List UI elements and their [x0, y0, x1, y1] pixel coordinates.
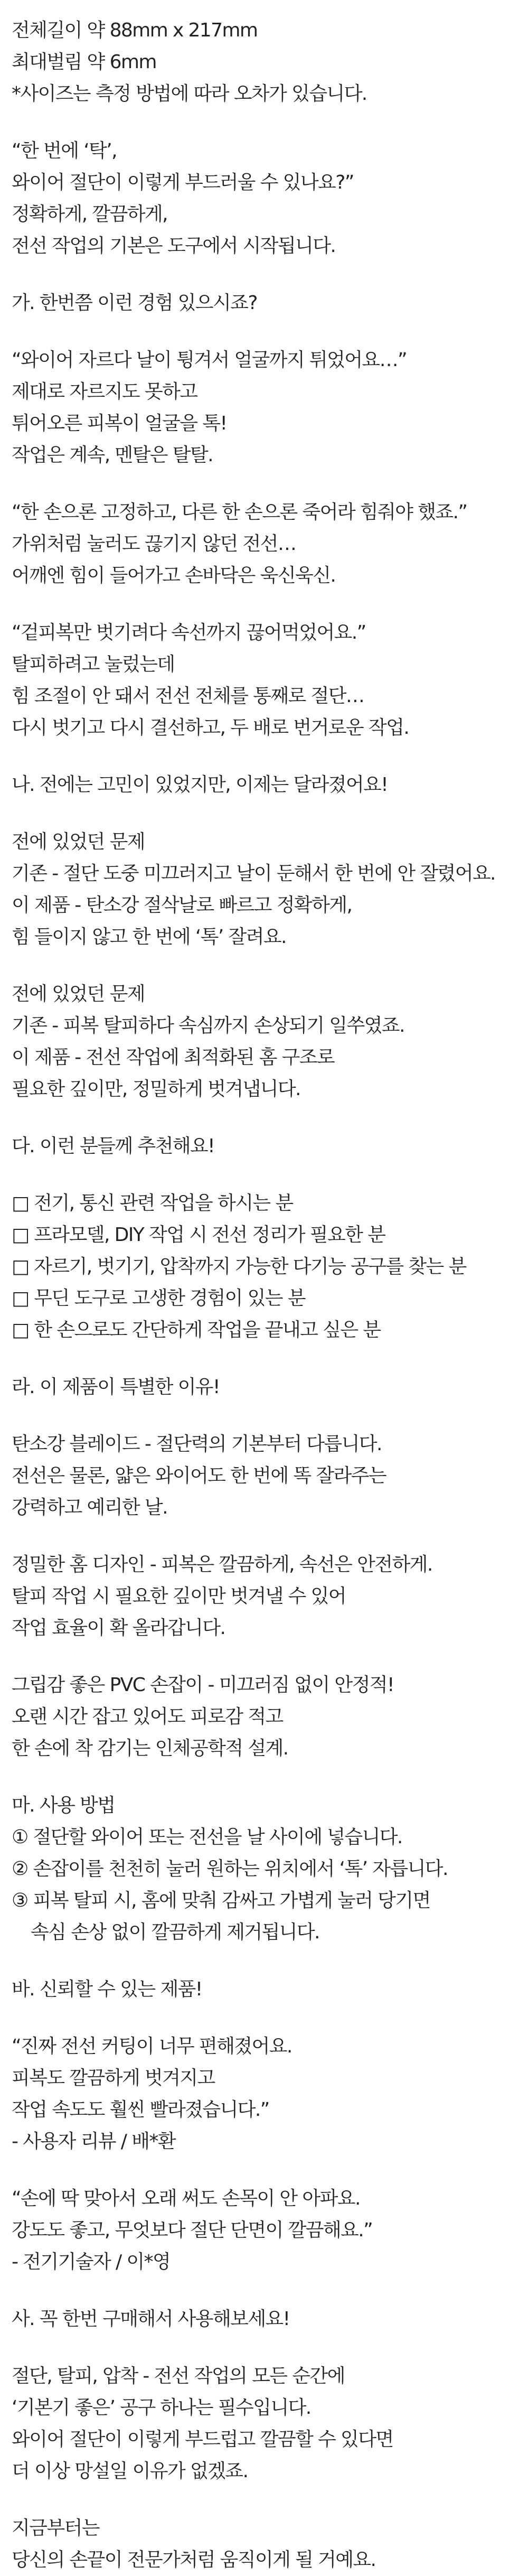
- text-line: 와이어 절단이 이렇게 부드럽고 깔끔할 수 있다면: [12, 2429, 393, 2450]
- paragraph: [12, 769, 518, 801]
- paragraph: [12, 1188, 518, 1346]
- text-line: 마. 사용 방법: [12, 1795, 115, 1816]
- text-line: “한 번에 ‘탁’,: [12, 140, 117, 162]
- text-line: 강력하고 예리한 날.: [12, 1497, 167, 1518]
- paragraph: [12, 2360, 518, 2487]
- text-line: 정확하게, 깔끔하게,: [12, 203, 167, 225]
- text-line: 작업은 계속, 멘탈은 탈탈.: [12, 444, 213, 466]
- text-line: - 사용자 리뷰 / 배*환: [12, 2131, 175, 2152]
- paragraph-spacer: [12, 2005, 518, 2031]
- text-line: 바. 신뢰할 수 있는 제품!: [12, 1978, 202, 2000]
- paragraph: [12, 15, 518, 110]
- text-line: 강도도 좋고, 무엇보다 절단 단면이 깔끔해요.”: [12, 2219, 373, 2241]
- paragraph-spacer: [12, 262, 518, 287]
- paragraph-spacer: [12, 2487, 518, 2513]
- paragraph-spacer: [12, 1346, 518, 1371]
- paragraph: [12, 344, 518, 471]
- text-line: 이 제품 - 탄소강 절삭날로 빠르고 정확하게,: [12, 894, 352, 916]
- text-line: 기존 - 피복 탈피하다 속심까지 손상되기 일쑤였죠.: [12, 1015, 404, 1037]
- paragraph: [12, 2303, 518, 2335]
- text-line: 기존 - 절단 도중 미끄러지고 날이 둔해서 한 번에 안 잘렸어요.: [12, 863, 495, 884]
- paragraph: [12, 2031, 518, 2158]
- text-line: 필요한 깊이만, 정밀하게 벗겨냅니다.: [12, 1078, 300, 1100]
- text-line: 당신의 손끝이 전문가처럼 움직이게 될 거예요.: [12, 2549, 376, 2571]
- paragraph-spacer: [12, 744, 518, 769]
- paragraph: [12, 826, 518, 953]
- paragraph: [12, 1371, 518, 1403]
- text-line: 탄소강 블레이드 - 절단력의 기본부터 다릅니다.: [12, 1433, 382, 1455]
- paragraph-spacer: [12, 1162, 518, 1188]
- text-line: 힘 조절이 안 돼서 전선 전체를 통째로 절단…: [12, 685, 364, 707]
- text-line: ② 손잡이를 천천히 눌러 원하는 위치에서 ‘톡’ 자릅니다.: [12, 1858, 448, 1880]
- text-line: 그립감 좋은 PVC 손잡이 - 미끄러짐 없이 안정적!: [12, 1674, 394, 1696]
- text-line: □ 한 손으로도 간단하게 작업을 끝내고 싶은 분: [12, 1319, 381, 1341]
- text-line: “한 손으론 고정하고, 다른 한 손으론 죽어라 힘줘야 했죠.”: [12, 501, 467, 523]
- text-line: - 전기기술자 / 이*영: [12, 2251, 171, 2273]
- text-line: 다. 이런 분들께 추천해요!: [12, 1135, 214, 1157]
- text-line: 가. 한번쯤 이런 경험 있으시죠?: [12, 292, 257, 314]
- text-line: 와이어 절단이 이렇게 부드러울 수 있나요?”: [12, 172, 354, 193]
- paragraph-spacer: [12, 2158, 518, 2183]
- text-line: ‘기본기 좋은’ 공구 하나는 필수입니다.: [12, 2397, 311, 2419]
- product-description: [12, 15, 518, 2576]
- text-line: □ 전기, 통신 관련 작업을 하시는 분: [12, 1192, 293, 1214]
- paragraph-spacer: [12, 592, 518, 617]
- text-line: 나. 전에는 고민이 있었지만, 이제는 달라졌어요!: [12, 774, 388, 796]
- paragraph: [12, 497, 518, 592]
- text-line: 작업 효율이 확 올라갑니다.: [12, 1617, 225, 1639]
- text-line: □ 무딘 도구로 고생한 경험이 있는 분: [12, 1287, 305, 1309]
- text-line: 제대로 자르지도 못하고: [12, 381, 197, 403]
- paragraph-spacer: [12, 1765, 518, 1790]
- paragraph: [12, 1669, 518, 1765]
- paragraph-spacer: [12, 2335, 518, 2360]
- text-line: 전에 있었던 문제: [12, 831, 145, 853]
- text-line: 더 이상 망설일 이유가 없겠죠.: [12, 2460, 248, 2482]
- paragraph-spacer: [12, 110, 518, 135]
- paragraph-spacer: [12, 1644, 518, 1669]
- text-line: “진짜 전선 커팅이 너무 편해졌어요.: [12, 2036, 292, 2057]
- paragraph-spacer: [12, 953, 518, 978]
- text-line: 라. 이 제품이 특별한 이유!: [12, 1376, 220, 1398]
- text-line: 탈피 작업 시 필요한 깊이만 벗겨낼 수 있어: [12, 1585, 346, 1607]
- text-line: 사. 꼭 한번 구매해서 사용해보세요!: [12, 2308, 290, 2330]
- text-line: “겉피복만 벗기려다 속선까지 끊어먹었어요.”: [12, 622, 366, 643]
- text-line: ③ 피복 탈피 시, 홈에 맞춰 감싸고 가볍게 눌러 당기면: [12, 1890, 430, 1911]
- paragraph: [12, 2183, 518, 2278]
- text-line: 정밀한 홈 디자인 - 피복은 깔끔하게, 속선은 안전하게.: [12, 1554, 432, 1575]
- text-line: 전선은 물론, 얇은 와이어도 한 번에 똑 잘라주는: [12, 1465, 386, 1487]
- paragraph: [12, 2513, 518, 2576]
- paragraph-spacer: [12, 2278, 518, 2303]
- text-line: “손에 딱 맞아서 오래 써도 손목이 안 아파요.: [12, 2188, 360, 2209]
- text-line: □ 자르기, 벗기기, 압착까지 가능한 다기능 공구를 찾는 분: [12, 1256, 466, 1277]
- text-line: 힘 들이지 않고 한 번에 ‘톡’ 잘려요.: [12, 926, 286, 948]
- text-line: 이 제품 - 전선 작업에 최적화된 홈 구조로: [12, 1047, 335, 1068]
- text-line: 전에 있었던 문제: [12, 983, 145, 1005]
- text-line: 최대벌림 약 6mm: [12, 51, 156, 73]
- paragraph: [12, 1131, 518, 1162]
- text-line: 다시 벗기고 다시 결선하고, 두 배로 번거로운 작업.: [12, 717, 409, 739]
- text-line: “와이어 자르다 날이 튕겨서 얼굴까지 튀었어요…”: [12, 349, 407, 371]
- paragraph: [12, 1974, 518, 2005]
- paragraph: [12, 617, 518, 744]
- text-line: 탈피하려고 눌렀는데: [12, 654, 175, 675]
- text-line: 지금부터는: [12, 2517, 99, 2539]
- text-line: 작업 속도도 훨씬 빨라졌습니다.”: [12, 2099, 269, 2121]
- paragraph: [12, 135, 518, 262]
- text-line: 속심 손상 없이 깔끔하게 제거됩니다.: [31, 1921, 319, 1943]
- text-line: ① 절단할 와이어 또는 전선을 날 사이에 넣습니다.: [12, 1826, 402, 1848]
- text-line: *사이즈는 측정 방법에 따라 오차가 있습니다.: [12, 83, 367, 105]
- text-line: 한 손에 착 감기는 인체공학적 설계.: [12, 1738, 288, 1759]
- paragraph-spacer: [12, 1524, 518, 1549]
- text-line: 전선 작업의 기본은 도구에서 시작됩니다.: [12, 235, 336, 257]
- text-line: 어깨엔 힘이 들어가고 손바닥은 욱신욱신.: [12, 565, 336, 586]
- paragraph-spacer: [12, 1403, 518, 1429]
- text-line: 절단, 탈피, 압착 - 전선 작업의 모든 순간에: [12, 2365, 345, 2387]
- text-line: 튀어오른 피복이 얼굴을 톡!: [12, 413, 227, 434]
- paragraph-spacer: [12, 471, 518, 497]
- paragraph: [12, 287, 518, 319]
- text-line: 전체길이 약 88mm x 217mm: [12, 20, 258, 41]
- paragraph: [12, 978, 518, 1105]
- text-line: □ 프라모델, DIY 작업 시 전선 정리가 필요한 분: [12, 1224, 385, 1246]
- paragraph-spacer: [12, 801, 518, 826]
- paragraph-spacer: [12, 1105, 518, 1131]
- paragraph: [12, 1549, 518, 1644]
- paragraph-spacer: [12, 319, 518, 344]
- text-line: 가위처럼 눌러도 끊기지 않던 전선…: [12, 533, 296, 555]
- text-line: 오랜 시간 잡고 있어도 피로감 적고: [12, 1706, 283, 1728]
- paragraph: [12, 1790, 518, 1948]
- paragraph: [12, 1429, 518, 1524]
- paragraph-spacer: [12, 1948, 518, 1974]
- text-line: 피복도 깔끔하게 벗겨지고: [12, 2067, 215, 2089]
